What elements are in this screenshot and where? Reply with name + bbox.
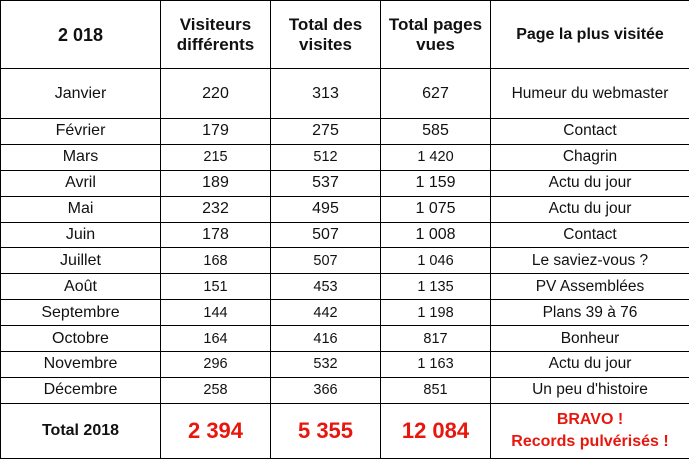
month-cell: Avril xyxy=(1,170,161,196)
month-cell: Mai xyxy=(1,196,161,222)
top-page-cell: Actu du jour xyxy=(491,170,689,196)
table-row xyxy=(1,326,689,352)
header-pages: Total pages vues xyxy=(381,1,491,69)
visits-cell: 507 xyxy=(271,248,381,274)
visits-cell: 532 xyxy=(271,352,381,378)
month-cell: Octobre xyxy=(1,326,161,352)
header-visits: Total des visites xyxy=(271,1,381,69)
header-top-page: Page la plus visitée xyxy=(491,1,689,69)
top-page-cell: Contact xyxy=(491,222,689,248)
visitors-cell: 168 xyxy=(161,248,271,274)
total-row xyxy=(1,403,689,458)
top-page-cell: Chagrin xyxy=(491,144,689,170)
table-row xyxy=(1,196,689,222)
pages-cell: 851 xyxy=(381,377,491,403)
total-label: Total 2018 xyxy=(1,403,161,458)
header-row xyxy=(1,1,689,69)
table-row xyxy=(1,69,689,119)
records-text: Records pulvérisés ! xyxy=(493,431,687,453)
visits-cell: 537 xyxy=(271,170,381,196)
visitors-cell: 189 xyxy=(161,170,271,196)
pages-cell: 1 075 xyxy=(381,196,491,222)
top-page-cell: Actu du jour xyxy=(491,196,689,222)
table-row xyxy=(1,119,689,145)
month-cell: Juin xyxy=(1,222,161,248)
month-cell: Septembre xyxy=(1,300,161,326)
visits-cell: 495 xyxy=(271,196,381,222)
pages-cell: 585 xyxy=(381,119,491,145)
table-row xyxy=(1,377,689,403)
visits-cell: 313 xyxy=(271,69,381,119)
visitors-cell: 151 xyxy=(161,274,271,300)
visits-cell: 453 xyxy=(271,274,381,300)
visits-cell: 512 xyxy=(271,144,381,170)
bravo-text: BRAVO ! xyxy=(493,409,687,431)
table-row xyxy=(1,144,689,170)
top-page-cell: Un peu d'histoire xyxy=(491,377,689,403)
month-cell: Janvier xyxy=(1,69,161,119)
total-pages: 12 084 xyxy=(381,403,491,458)
pages-cell: 1 420 xyxy=(381,144,491,170)
month-cell: Juillet xyxy=(1,248,161,274)
pages-cell: 1 046 xyxy=(381,248,491,274)
visits-cell: 366 xyxy=(271,377,381,403)
month-cell: Décembre xyxy=(1,377,161,403)
table-row xyxy=(1,274,689,300)
visitors-cell: 232 xyxy=(161,196,271,222)
table-row xyxy=(1,352,689,378)
top-page-cell: Humeur du webmaster xyxy=(491,69,689,119)
pages-cell: 1 135 xyxy=(381,274,491,300)
visits-cell: 416 xyxy=(271,326,381,352)
month-cell: Novembre xyxy=(1,352,161,378)
header-visitors: Visiteurs différents xyxy=(161,1,271,69)
header-year: 2 018 xyxy=(1,1,161,69)
top-page-cell: Le saviez-vous ? xyxy=(491,248,689,274)
visitors-cell: 215 xyxy=(161,144,271,170)
top-page-cell: Actu du jour xyxy=(491,352,689,378)
visits-cell: 275 xyxy=(271,119,381,145)
visitors-cell: 296 xyxy=(161,352,271,378)
pages-cell: 817 xyxy=(381,326,491,352)
pages-cell: 1 198 xyxy=(381,300,491,326)
table-row xyxy=(1,170,689,196)
table-row xyxy=(1,222,689,248)
total-message xyxy=(491,403,689,458)
month-cell: Mars xyxy=(1,144,161,170)
pages-cell: 1 159 xyxy=(381,170,491,196)
top-page-cell: Plans 39 à 76 xyxy=(491,300,689,326)
table-row xyxy=(1,248,689,274)
visits-cell: 507 xyxy=(271,222,381,248)
total-visits: 5 355 xyxy=(271,403,381,458)
month-cell: Août xyxy=(1,274,161,300)
visits-cell: 442 xyxy=(271,300,381,326)
visitors-cell: 144 xyxy=(161,300,271,326)
top-page-cell: Contact xyxy=(491,119,689,145)
visitors-cell: 179 xyxy=(161,119,271,145)
pages-cell: 1 163 xyxy=(381,352,491,378)
top-page-cell: Bonheur xyxy=(491,326,689,352)
visitors-cell: 164 xyxy=(161,326,271,352)
total-visitors: 2 394 xyxy=(161,403,271,458)
visitors-cell: 258 xyxy=(161,377,271,403)
month-cell: Février xyxy=(1,119,161,145)
pages-cell: 1 008 xyxy=(381,222,491,248)
pages-cell: 627 xyxy=(381,69,491,119)
visitors-cell: 178 xyxy=(161,222,271,248)
top-page-cell: PV Assemblées xyxy=(491,274,689,300)
visitors-cell: 220 xyxy=(161,69,271,119)
table-row xyxy=(1,300,689,326)
